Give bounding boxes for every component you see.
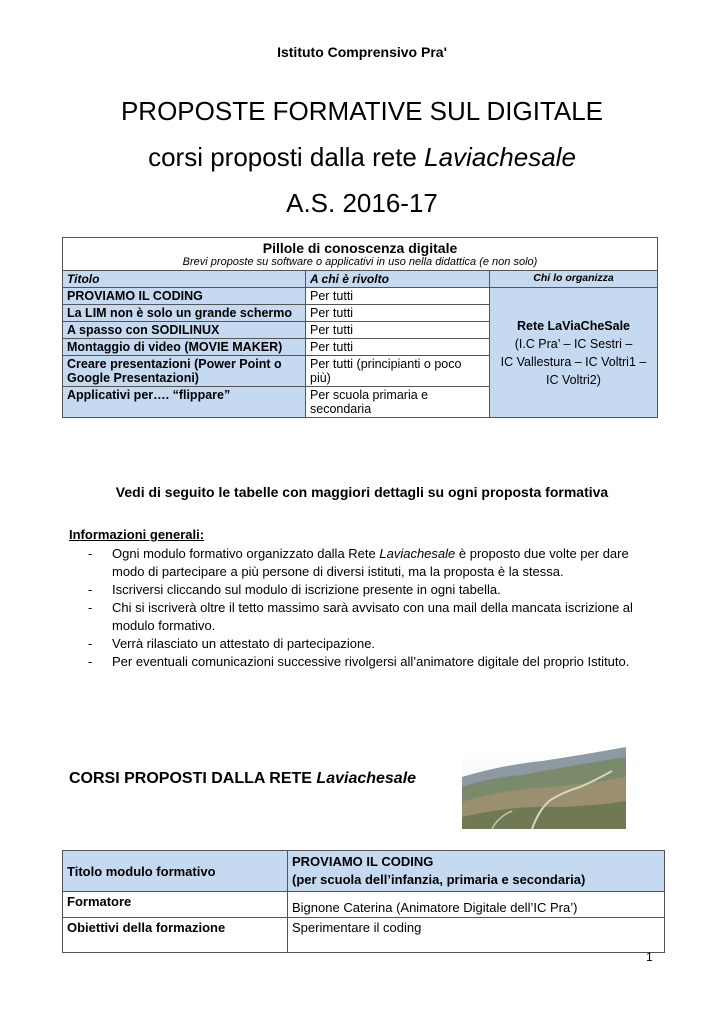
organizer-name: Rete LaViaCheSale (516, 318, 631, 333)
table-row (63, 892, 665, 918)
modulo-title-label: Titolo modulo formativo (63, 851, 288, 892)
organizer-line-3: IC Voltri2) (546, 372, 601, 387)
row-rivolto: Per tutti (principianti o poco più) (306, 356, 490, 387)
table-row (63, 851, 665, 892)
school-name: Istituto Comprensivo Pra' (277, 44, 447, 60)
row-rivolto: Per scuola primaria e secondaria (306, 387, 490, 418)
row-titolo: A spasso con SODILINUX (63, 322, 306, 339)
column-header-rivolto: A chi è rivolto (306, 271, 490, 288)
info-heading: Informazioni generali: (69, 527, 205, 542)
modulo-title-line-1: PROVIAMO IL CODING (292, 854, 434, 869)
table-row (63, 918, 665, 953)
title-line-2-prefix: corsi proposti dalla rete (148, 142, 425, 172)
obiettivi-label: Obiettivi della formazione (63, 918, 288, 953)
column-header-titolo: Titolo (63, 271, 306, 288)
row-titolo: Applicativi per…. “flippare” (63, 387, 306, 418)
info-item-1-post: è proposto due volte per dare modo di partecipare a più persone di diversi istituti, ma la proposta è la stessa. (112, 546, 629, 579)
row-rivolto: Per tutti (306, 339, 490, 356)
row-rivolto: Per tutti (306, 322, 490, 339)
pillole-table (62, 237, 658, 418)
title-line-2-italic: Laviachesale (424, 142, 576, 172)
pillole-title: Pillole di conoscenza digitale (262, 240, 458, 256)
modulo-title-value (288, 851, 665, 892)
corsi-heading (69, 770, 416, 788)
mountain-road-photo (462, 747, 626, 829)
corsi-heading-prefix: CORSI PROPOSTI DALLA RETE (69, 770, 317, 787)
title-line-1: PROPOSTE FORMATIVE SUL DIGITALE (120, 96, 604, 126)
organizer-line-2: IC Vallestura – IC Voltri1 – (500, 354, 647, 369)
title-line-2 (0, 134, 724, 180)
details-note: Vedi di seguito le tabelle con maggiori dettagli su ogni proposta formativa (115, 484, 609, 500)
corsi-heading-italic: Laviachesale (316, 770, 417, 787)
info-item-1-pre: Ogni modulo formativo organizzato dalla Rete (112, 546, 380, 561)
table-row (63, 288, 658, 305)
row-titolo: PROVIAMO IL CODING (63, 288, 306, 305)
row-rivolto: Per tutti (306, 305, 490, 322)
row-titolo: Montaggio di video (MOVIE MAKER) (63, 339, 306, 356)
formatore-label: Formatore (63, 892, 288, 918)
row-rivolto: Per tutti (306, 288, 490, 305)
list-item (88, 545, 658, 581)
column-header-organizza: Chi lo organizza (490, 271, 658, 288)
pillole-subtitle: Brevi proposte su software o applicativi in uso nella didattica (e non solo) (182, 256, 538, 268)
list-item: - Per eventuali comunicazioni successive rivolgersi all’animatore digitale del proprio Istituto. (88, 653, 658, 671)
list-item: - Iscriversi cliccando sul modulo di iscrizione presente in ogni tabella. (88, 581, 658, 599)
pillole-column-headers (63, 271, 658, 288)
modulo-table (62, 850, 665, 953)
obiettivi-value: Sperimentare il coding (288, 918, 665, 953)
modulo-title-line-2: (per scuola dell’infanzia, primaria e secondaria) (292, 872, 586, 887)
document-title (0, 88, 724, 226)
page-number: 1 (646, 950, 653, 964)
title-line-3: A.S. 2016-17 (286, 188, 438, 218)
organizer-line-1: (I.C Pra’ – IC Sestri – (514, 336, 633, 351)
list-item: - Verrà rilasciato un attestato di partecipazione. (88, 635, 658, 653)
list-item: - Chi si iscriverà oltre il tetto massimo sarà avvisato con una mail della mancata iscrizione al modulo formativo. (88, 599, 658, 635)
info-list (88, 545, 658, 671)
info-item-1-italic: Laviachesale (379, 546, 456, 561)
row-titolo: La LIM non è solo un grande schermo (63, 305, 306, 322)
organizer-cell (490, 288, 658, 418)
row-titolo: Creare presentazioni (Power Point o Google Presentazioni) (63, 356, 306, 387)
pillole-header (63, 238, 658, 271)
formatore-value: Bignone Caterina (Animatore Digitale dell’IC Pra’) (288, 892, 665, 918)
